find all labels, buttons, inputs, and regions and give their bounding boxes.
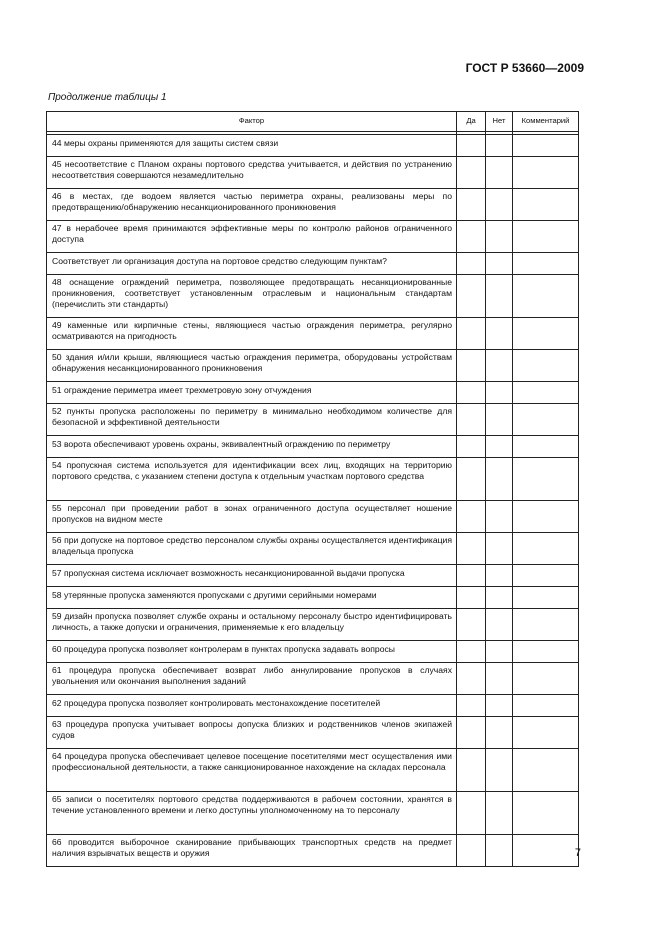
table-row	[47, 436, 579, 458]
table-row	[47, 749, 579, 792]
factor-cell: 44 меры охраны применяются для защиты систем связи	[47, 135, 457, 157]
comment-cell	[513, 458, 579, 501]
yes-cell	[457, 318, 486, 350]
factor-table	[46, 111, 579, 867]
table-row	[47, 695, 579, 717]
table-row	[47, 587, 579, 609]
table-row	[47, 835, 579, 867]
no-cell	[486, 641, 513, 663]
comment-cell	[513, 189, 579, 221]
comment-cell	[513, 318, 579, 350]
no-cell	[486, 458, 513, 501]
comment-cell	[513, 641, 579, 663]
no-cell	[486, 587, 513, 609]
factor-cell: 51 ограждение периметра имеет трехметровую зону отчуждения	[47, 382, 457, 404]
factor-cell: 59 дизайн пропуска позволяет службе охраны и остальному персоналу быстро идентифицировать личность, а также допуски и ограничения, применяемые к его владельцу	[47, 609, 457, 641]
table-row	[47, 663, 579, 695]
yes-cell	[457, 533, 486, 565]
table-header-row	[47, 112, 579, 132]
no-cell	[486, 609, 513, 641]
yes-cell	[457, 695, 486, 717]
factor-cell: 53 ворота обеспечивают уровень охраны, эквивалентный ограждению по периметру	[47, 436, 457, 458]
comment-cell	[513, 382, 579, 404]
yes-cell	[457, 792, 486, 835]
yes-cell	[457, 501, 486, 533]
comment-cell	[513, 717, 579, 749]
yes-cell	[457, 404, 486, 436]
no-cell	[486, 717, 513, 749]
no-cell	[486, 382, 513, 404]
no-cell	[486, 565, 513, 587]
comment-cell	[513, 253, 579, 275]
no-cell	[486, 135, 513, 157]
table-row	[47, 253, 579, 275]
comment-cell	[513, 221, 579, 253]
table-row	[47, 157, 579, 189]
comment-cell	[513, 749, 579, 792]
yes-cell	[457, 275, 486, 318]
table-row	[47, 609, 579, 641]
factor-cell: 52 пункты пропуска расположены по периметру в минимально необходимом количестве для безопасной и эффективной деятельности	[47, 404, 457, 436]
column-header-comment: Комментарий	[513, 112, 579, 132]
no-cell	[486, 792, 513, 835]
table-row	[47, 135, 579, 157]
column-header-factor: Фактор	[47, 112, 457, 132]
table-caption: Продолжение таблицы 1	[48, 92, 167, 103]
factor-cell: 55 персонал при проведении работ в зонах ограниченного доступа осуществляет ношение пропусков на видном месте	[47, 501, 457, 533]
yes-cell	[457, 565, 486, 587]
comment-cell	[513, 609, 579, 641]
yes-cell	[457, 717, 486, 749]
factor-cell: 61 процедура пропуска обеспечивает возврат либо аннулирование пропусков в случаях увольнения или окончания выполнения заданий	[47, 663, 457, 695]
table-row	[47, 221, 579, 253]
yes-cell	[457, 609, 486, 641]
comment-cell	[513, 436, 579, 458]
comment-cell	[513, 663, 579, 695]
comment-cell	[513, 404, 579, 436]
table-row	[47, 641, 579, 663]
yes-cell	[457, 749, 486, 792]
factor-cell: 56 при допуске на портовое средство персоналом службы охраны осуществляется идентификация владельца пропуска	[47, 533, 457, 565]
factor-cell: Соответствует ли организация доступа на портовое средство следующим пунктам?	[47, 253, 457, 275]
no-cell	[486, 695, 513, 717]
factor-cell: 64 процедура пропуска обеспечивает целевое посещение посетителями мест осуществления ими профессиональной деятельности, а также санкционированное нахождение на складах персонала	[47, 749, 457, 792]
comment-cell	[513, 695, 579, 717]
table-row	[47, 792, 579, 835]
table-row	[47, 189, 579, 221]
yes-cell	[457, 587, 486, 609]
comment-cell	[513, 835, 579, 867]
factor-cell: 47 в нерабочее время принимаются эффективные меры по контролю районов ограниченного доступа	[47, 221, 457, 253]
no-cell	[486, 533, 513, 565]
table-row	[47, 350, 579, 382]
table-row	[47, 275, 579, 318]
no-cell	[486, 436, 513, 458]
factor-cell: 63 процедура пропуска учитывает вопросы допуска близких и родственников членов экипажей судов	[47, 717, 457, 749]
factor-cell: 49 каменные или кирпичные стены, являющиеся частью ограждения периметра, регулярно осматриваются на пригодность	[47, 318, 457, 350]
comment-cell	[513, 501, 579, 533]
factor-cell: 57 пропускная система исключает возможность несанкционированной выдачи пропуска	[47, 565, 457, 587]
factor-cell: 62 процедура пропуска позволяет контролировать местонахождение посетителей	[47, 695, 457, 717]
no-cell	[486, 501, 513, 533]
yes-cell	[457, 382, 486, 404]
factor-cell: 50 здания и/или крыши, являющиеся частью ограждения периметра, оборудованы устройствам обнаружения несанкционированного проникновения	[47, 350, 457, 382]
factor-cell: 48 оснащение ограждений периметра, позволяющее предотвращать несанкционированные проникновения, соответствует установленным отраслевым и национальным стандартам (перечислить эти стандарты)	[47, 275, 457, 318]
comment-cell	[513, 275, 579, 318]
comment-cell	[513, 565, 579, 587]
no-cell	[486, 350, 513, 382]
table-row	[47, 404, 579, 436]
yes-cell	[457, 157, 486, 189]
factor-cell: 66 проводится выборочное сканирование прибывающих транспортных средств на предмет наличия взрывчатых веществ и оружия	[47, 835, 457, 867]
table-row	[47, 501, 579, 533]
no-cell	[486, 404, 513, 436]
table-row	[47, 382, 579, 404]
factor-cell: 54 пропускная система используется для идентификации всех лиц, входящих на территорию портового средства, с указанием степени доступа к отдельным участкам портового средства	[47, 458, 457, 501]
yes-cell	[457, 641, 486, 663]
factor-cell: 46 в местах, где водоем является частью периметра охраны, реализованы меры по предотвращению/обнаружению несанкционированного проникновения	[47, 189, 457, 221]
document-code: ГОСТ Р 53660—2009	[465, 61, 584, 75]
factor-cell: 58 утерянные пропуска заменяются пропусками с другими серийными номерами	[47, 587, 457, 609]
yes-cell	[457, 663, 486, 695]
no-cell	[486, 275, 513, 318]
no-cell	[486, 253, 513, 275]
no-cell	[486, 157, 513, 189]
table-row	[47, 318, 579, 350]
table-row	[47, 717, 579, 749]
factor-cell: 45 несоответствие с Планом охраны портового средства учитывается, и действия по устранению несоответствия совершаются незамедлительно	[47, 157, 457, 189]
yes-cell	[457, 221, 486, 253]
factor-cell: 65 записи о посетителях портового средства поддерживаются в рабочем состоянии, хранятся в течение установленного времени и легко доступны уполномоченному на то персоналу	[47, 792, 457, 835]
yes-cell	[457, 135, 486, 157]
comment-cell	[513, 350, 579, 382]
column-header-no: Нет	[486, 112, 513, 132]
no-cell	[486, 189, 513, 221]
no-cell	[486, 318, 513, 350]
yes-cell	[457, 458, 486, 501]
table-row	[47, 458, 579, 501]
comment-cell	[513, 135, 579, 157]
comment-cell	[513, 792, 579, 835]
comment-cell	[513, 533, 579, 565]
no-cell	[486, 835, 513, 867]
comment-cell	[513, 157, 579, 189]
no-cell	[486, 749, 513, 792]
yes-cell	[457, 350, 486, 382]
no-cell	[486, 221, 513, 253]
factor-cell: 60 процедура пропуска позволяет контролерам в пунктах пропуска задавать вопросы	[47, 641, 457, 663]
yes-cell	[457, 835, 486, 867]
yes-cell	[457, 189, 486, 221]
table-row	[47, 565, 579, 587]
yes-cell	[457, 436, 486, 458]
comment-cell	[513, 587, 579, 609]
table-row	[47, 533, 579, 565]
no-cell	[486, 663, 513, 695]
page-number: 7	[574, 847, 581, 859]
column-header-yes: Да	[457, 112, 486, 132]
yes-cell	[457, 253, 486, 275]
